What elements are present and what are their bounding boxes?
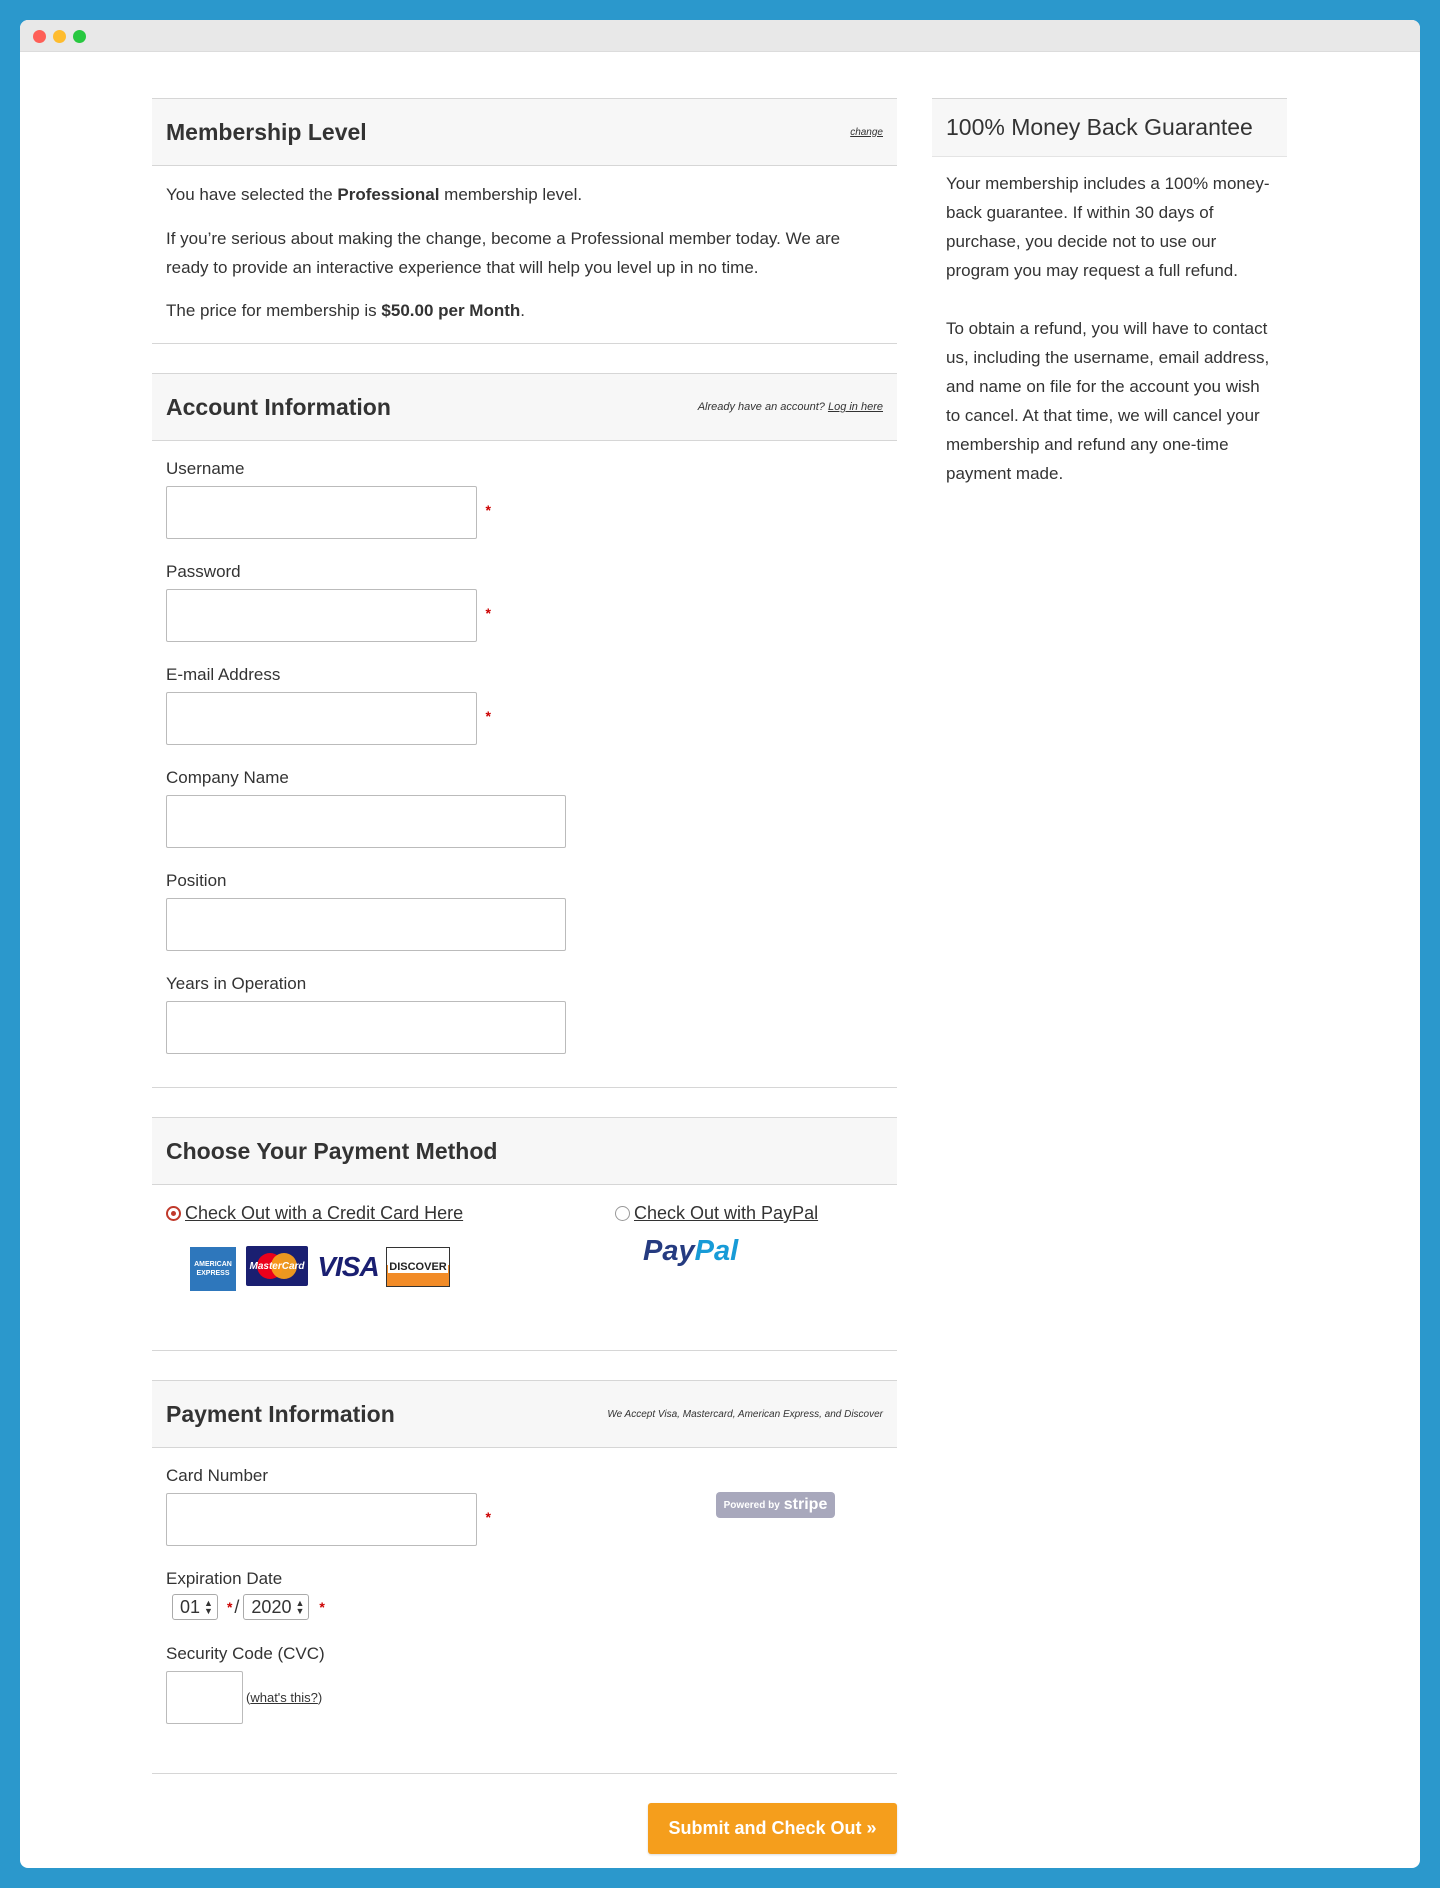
paypal-logo: PayPal [643,1235,739,1267]
account-information-body [152,441,897,1088]
email-input[interactable] [166,692,477,745]
security-code-label: Security Code (CVC) [166,1644,325,1663]
email-label: E-mail Address [166,665,281,684]
expiration-date-group [166,1568,883,1620]
years-in-operation-label: Years in Operation [166,974,307,993]
required-marker: * [485,1509,491,1525]
account-information-title: Account Information [166,393,391,420]
visa-logo: VISA [317,1251,379,1282]
membership-level-header [152,98,897,166]
password-label: Password [166,562,241,581]
security-code-input[interactable] [166,1671,243,1724]
accepted-cards-note: We Accept Visa, Mastercard, American Express, and Discover [607,1408,883,1420]
guarantee-sidebar [932,98,1287,488]
payment-information-body [152,1448,897,1774]
powered-by-stripe-badge: Powered by stripe [716,1492,835,1518]
years-in-operation-group [166,973,883,1054]
maximize-window-button[interactable] [73,30,86,43]
expiration-date-label: Expiration Date [166,1569,283,1588]
required-marker: * [319,1599,325,1615]
company-name-input[interactable] [166,795,566,848]
window-titlebar [20,20,1420,52]
required-marker: * [226,1599,233,1615]
years-in-operation-input[interactable] [166,1001,566,1054]
paypal-option[interactable] [615,1203,818,1224]
expiration-month-select[interactable]: 01 ▲ ▼ [172,1594,218,1620]
password-input[interactable] [166,589,477,642]
membership-level-title: Membership Level [166,118,367,145]
guarantee-paragraph-1: Your membership includes a 100% money-back guarantee. If within 30 days of purchase, you decide not to use our program you may request a full refund. [946,174,1270,280]
credit-card-option[interactable] [166,1203,463,1224]
submit-checkout-button[interactable]: Submit and Check Out » [648,1803,897,1854]
paypal-option-label[interactable]: Check Out with PayPal [634,1203,819,1223]
credit-card-radio[interactable] [166,1206,181,1221]
login-link[interactable]: Log in here [827,401,883,413]
credit-card-option-label[interactable]: Check Out with a Credit Card Here [185,1203,464,1223]
card-number-input[interactable] [166,1493,477,1546]
username-group [166,458,883,539]
expiration-year-select[interactable]: 2020 ▲ ▼ [243,1594,309,1620]
browser-window [20,20,1420,1868]
position-group [166,870,883,951]
account-information-header [152,373,897,441]
email-group [166,664,883,745]
membership-level-body [152,166,897,344]
position-label: Position [166,871,227,890]
membership-selected-text: You have selected the Professional membership level. [166,185,583,204]
checkout-form [152,98,897,1854]
page-content [20,52,1420,1868]
paypal-radio[interactable] [615,1206,630,1221]
username-label: Username [166,459,245,478]
required-marker: * [485,502,491,518]
membership-description: If you’re serious about making the change, become a Professional member today. We are ready to provide an interactive experience that will help you level up in no time. [166,229,841,277]
guarantee-body [932,157,1287,488]
membership-price-text: The price for membership is $50.00 per Month. [166,301,526,320]
required-marker: * [485,708,491,724]
whats-this-help: (what's this?) [246,1690,323,1705]
mastercard-logo: MasterCard [246,1246,308,1286]
minimize-window-button[interactable] [53,30,66,43]
payment-method-body [152,1185,897,1351]
payment-method-title: Choose Your Payment Method [166,1137,498,1164]
security-code-group [166,1643,883,1724]
submit-area [152,1774,897,1854]
whats-this-link[interactable]: what's this? [250,1690,318,1705]
password-group [166,561,883,642]
payment-method-header [152,1117,897,1185]
payment-information-header [152,1380,897,1448]
position-input[interactable] [166,898,566,951]
amex-logo: AMERICAN EXPRESS [190,1247,236,1291]
expiration-separator: / [234,1596,240,1617]
guarantee-paragraph-2: To obtain a refund, you will have to contact us, including the username, email address, and name on file for the account you wish to cancel. At that time, we will cancel your membership and refund any one-time payment made. [946,319,1270,483]
username-input[interactable] [166,486,477,539]
change-membership-link[interactable]: change [850,126,883,138]
discover-logo: DISCOVER [386,1247,450,1287]
login-prompt: Already have an account? Log in here [697,401,883,413]
required-marker: * [485,605,491,621]
close-window-button[interactable] [33,30,46,43]
guarantee-title: 100% Money Back Guarantee [932,98,1287,157]
company-name-group [166,767,883,848]
card-number-label: Card Number [166,1466,269,1485]
company-name-label: Company Name [166,768,289,787]
payment-information-title: Payment Information [166,1400,395,1427]
